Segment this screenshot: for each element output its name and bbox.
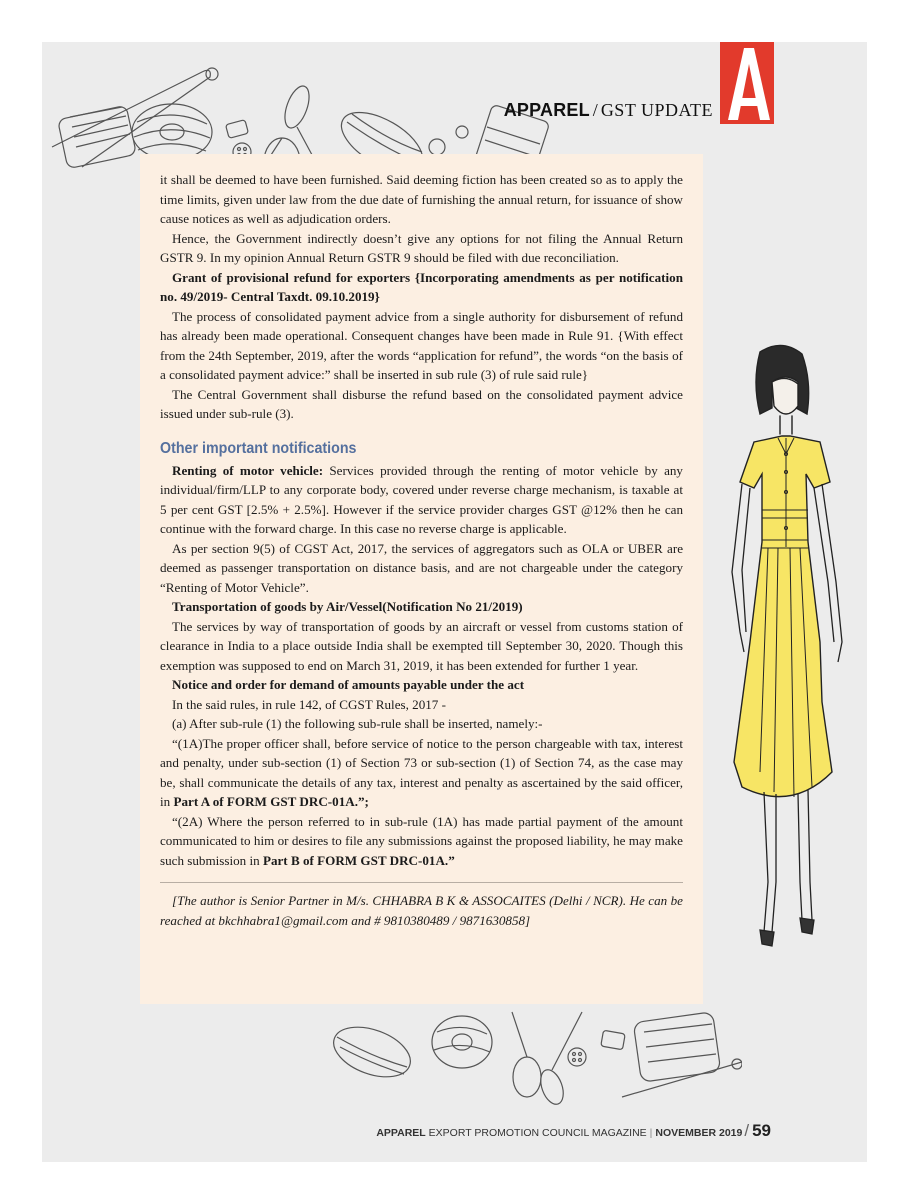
page — [42, 42, 867, 1162]
heading-notice-order-text: Notice and order for demand of amounts payable under the act — [172, 677, 525, 692]
footer-bar: | — [649, 1127, 653, 1139]
page-footer — [376, 1121, 771, 1141]
footer-issue: NOVEMBER 2019 — [655, 1127, 743, 1139]
fashion-figure-illustration — [702, 342, 867, 962]
article-panel — [140, 154, 703, 1004]
paragraph-1: it shall be deemed to have been furnished. Said deeming fiction has been created so as to apply the time limits, given under law from the due date of furnishing the annual return, for issuance of show cause notices as well as adjudication orders. — [160, 172, 683, 226]
apparel-logo-icon — [720, 42, 774, 124]
paragraph-5 — [160, 461, 683, 539]
header-brand: APPAREL — [503, 100, 590, 120]
header-separator: / — [592, 100, 598, 120]
footer-magazine: EXPORT PROMOTION COUNCIL MAGAZINE — [428, 1127, 647, 1139]
page-header — [504, 100, 713, 121]
heading-notice-order — [160, 675, 683, 695]
paragraph-10-body: “(1A)The proper officer shall, before service of notice to the person chargeable with tax, interest and penalty, under sub-section (1) of Section 73 or sub-section (1) of Section 74, as the case may be, shall communicate the details of any tax, interest and penalty as ascertained by the said officer, in — [160, 735, 683, 809]
author-byline: [The author is Senior Partner in M/s. CHHABRA B K & ASSOCAITES (Delhi / NCR). He can be reached at bkchhabra1@gmail.com and # 9810380489 / 9871630858] — [160, 893, 683, 928]
paragraph-9: (a) After sub-rule (1) the following sub-rule shall be inserted, namely:- — [172, 716, 543, 731]
heading-provisional-refund — [160, 268, 683, 307]
paragraph-11 — [160, 812, 683, 871]
paragraph-5-body: Services provided through the renting of motor vehicle by any individual/firm/LLP to any corporate body, covered under reverse charge mechanism, is taxable at 5 per cent GST [2.5% + 2.5%]. However if the service provider charges GST @12% then he can continue with the forward charge. In this case no reverse charge is applicable. — [160, 462, 683, 536]
paragraph-3: The process of consolidated payment advice from a single authority for disbursement of refund has already been made operational. Consequent changes have been made in Rule 91. {With effect from the 24th September, 2019, after the words “application for refund”, the words “on the basis of a consolidated payment advice:” shall be inserted in sub rule (3) of rule said rule} — [160, 308, 683, 382]
heading-provisional-refund-text: Grant of provisional refund for exporters {Incorporating amendments as per notification no. 49/2019- Central Taxdt. 09.10.2019} — [160, 269, 683, 304]
paragraph-6: As per section 9(5) of CGST Act, 2017, the services of aggregators such as OLA or UBER are deemed as passenger transportation on distance basis, and are not chargeable under the category “Renting of Motor Vehicle”. — [160, 540, 683, 595]
paragraph-5-lead: Renting of motor vehicle: — [172, 462, 324, 478]
header-section: GST UPDATE — [600, 100, 713, 120]
paragraph-10 — [160, 734, 683, 812]
paragraph-2: Hence, the Government indirectly doesn’t give any options for not filing the Annual Return GSTR 9. In my opinion Annual Return GSTR 9 should be filed with due reconciliation. — [160, 230, 683, 265]
subhead-other-notifications: Other important notifications — [160, 439, 357, 457]
page-number: 59 — [752, 1121, 771, 1140]
divider — [160, 882, 683, 883]
heading-transportation — [160, 597, 683, 617]
paragraph-10-bold: Part A of FORM GST DRC-01A.”; — [173, 794, 369, 809]
paragraph-11-body: “(2A) Where the person referred to in sub-rule (1A) has made partial payment of the amount communicated to him or desires to file any submissions against the proposed liability, he may make such submission in — [160, 813, 683, 868]
paragraph-7: The services by way of transportation of goods by an aircraft or vessel from customs station of clearance in India to a place outside India shall be exempted till September 30, 2020. Though this exemption was supposed to end on March 31, 2019, it has been extended for further 1 year. — [160, 618, 683, 673]
paragraph-11-bold: Part B of FORM GST DRC-01A.” — [262, 852, 455, 868]
footer-brand: APPAREL — [376, 1127, 426, 1139]
sewing-sketch-bottom — [322, 1002, 742, 1112]
heading-transportation-text: Transportation of goods by Air/Vessel(Notification No 21/2019) — [172, 599, 523, 614]
paragraph-8: In the said rules, in rule 142, of CGST Rules, 2017 - — [172, 696, 446, 712]
paragraph-4: The Central Government shall disburse the refund based on the consolidated payment advice issued under sub-rule (3). — [160, 386, 683, 421]
footer-slash: / — [744, 1121, 750, 1140]
